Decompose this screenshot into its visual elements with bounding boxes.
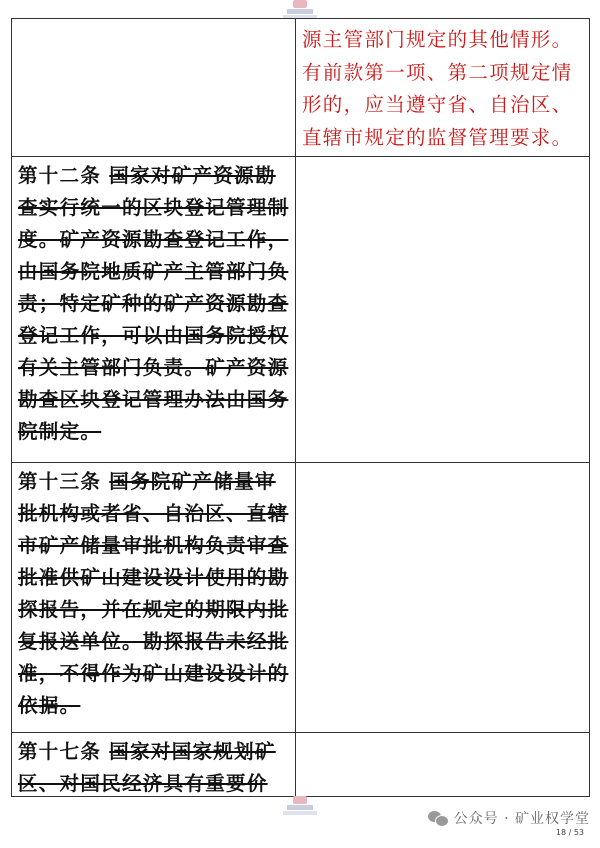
comparison-table [11, 18, 590, 797]
account-name: 公众号 · 矿业权学堂 [453, 811, 590, 827]
deleted-text: 国家对矿产资源勘查实行统一的区块登记管理制度。矿产资源勘查登记工作，由国务院地质矿产主管部门负责；特定矿种的矿产资源勘查登记工作，可以由国务院授权有关主管部门负责。矿产资源勘查区块登记管理办法由国务院制定。 [18, 164, 289, 443]
deleted-text: 国务院矿产储量审批机构或者省、自治区、直辖市矿产储量审批机构负责审查批准供矿山建设设计使用的勘探报告，并在规定的期限内批复报送单位。勘探报告未经批准，不得作为矿山建设设计的依据。 [18, 470, 289, 717]
article-number: 第十三条 [18, 470, 102, 493]
footer-attribution [428, 808, 590, 828]
table-row [12, 19, 590, 157]
amended-text: 源主管部门规定的其他情形。有前款第一项、第二项规定情形的，应当遵守省、自治区、直辖市规定的监督管理要求。 [302, 28, 573, 149]
left-cell [12, 19, 296, 157]
article-number: 第十二条 [18, 164, 102, 187]
right-cell [296, 19, 590, 157]
right-cell [296, 157, 590, 463]
wechat-icon [428, 810, 448, 826]
table-row [12, 463, 590, 733]
page-number: 18 / 53 [555, 828, 584, 837]
right-cell [296, 733, 590, 797]
table-row [12, 157, 590, 463]
right-cell [296, 463, 590, 733]
article-number: 第十七条 [18, 740, 102, 763]
table-row [12, 733, 590, 797]
left-cell [12, 463, 296, 733]
left-cell [12, 733, 296, 797]
deleted-text: 国家对国家规划矿区、对国民经济具有重要价 [18, 740, 276, 795]
watermark-logo-bottom [280, 796, 320, 822]
left-cell [12, 157, 296, 463]
